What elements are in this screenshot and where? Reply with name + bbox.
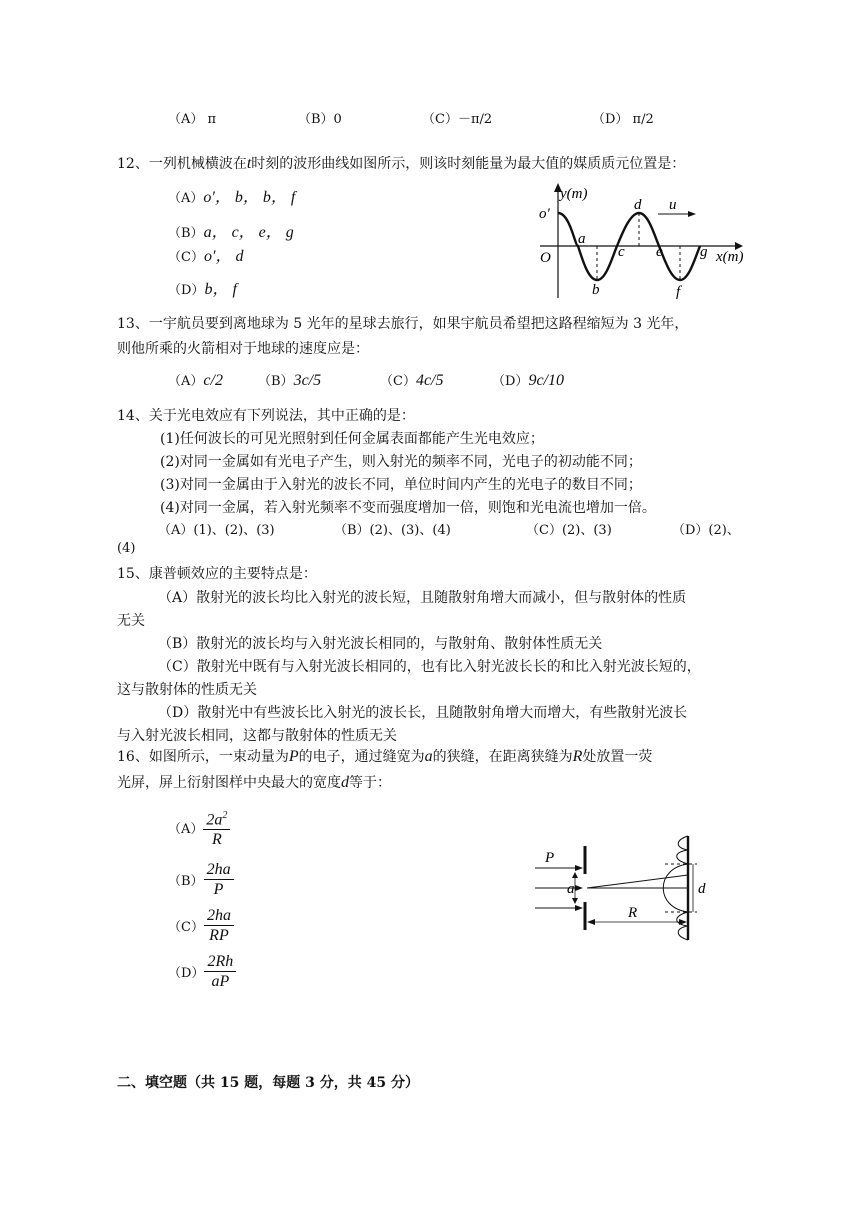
y-axis-label: y(m) xyxy=(560,186,588,202)
q16-option-d: （D） $\frac{2Rh}{aP}$ xyxy=(168,952,236,991)
q12-option-a: （A）o′， b， b， f xyxy=(168,189,296,206)
point-g-label: g xyxy=(700,244,708,260)
q14-option-c: （C）(2)、(3) xyxy=(526,523,612,538)
q11-option-b: （B）0 xyxy=(298,112,342,127)
q13-stem-line2: 则他所乘的火箭相对于地球的速度应是： xyxy=(117,341,369,357)
q14-option-d-wrap: (4) xyxy=(117,541,136,556)
q13-option-b: （B）3c/5 xyxy=(258,372,322,389)
x-axis-label: x(m) xyxy=(716,249,744,265)
q13-stem-line1: 13、一宇航员要到离地球为 5 光年的星球去旅行，如果宇航员希望把这路程缩短为 3 光年， xyxy=(117,316,689,332)
label-a: a xyxy=(567,881,575,897)
q12-option-c: （C）o′， d xyxy=(168,248,244,265)
q14-stem: 14、关于光电效应有下列说法，其中正确的是： xyxy=(117,408,415,424)
label-P: P xyxy=(545,850,555,866)
q14-option-b: （B）(2)、(3)、(4) xyxy=(334,523,451,538)
q13-option-c: （C）4c/5 xyxy=(380,372,444,389)
label-R: R xyxy=(628,905,638,921)
q15-option-c-line2: 这与散射体的性质无关 xyxy=(117,682,257,698)
q15-stem: 15、康普顿效应的主要特点是： xyxy=(117,566,317,582)
point-d-label: d xyxy=(634,197,642,213)
origin-label: O xyxy=(540,250,551,266)
q15-option-a-line1: （A）散射光的波长均比入射光的波长短，且随散射角增大而减小，但与散射体的性质 xyxy=(158,590,687,606)
label-d: d xyxy=(698,881,706,897)
q15-option-d-line1: （D）散射光中有些波长比入射光的波长长，且随散射角增大而增大，有些散射光波长 xyxy=(158,705,688,721)
q15-option-c-line1: （C）散射光中既有与入射光波长相同的，也有比入射光波长长的和比入射光波长短的， xyxy=(158,659,701,675)
q11-option-a: （A） π xyxy=(168,112,217,127)
q16-option-c: （C） $\frac{2ha}{RP}$ xyxy=(168,906,234,945)
point-b-label: b xyxy=(592,282,600,298)
q14-option-d: （D）(2)、 xyxy=(672,523,740,538)
q16-option-a: （A） $\frac{2a^2}{R}$ xyxy=(168,806,230,849)
q14-item-4: (4)对同一金属，若入射光频率不变而强度增加一倍，则饱和光电流也增加一倍。 xyxy=(160,500,656,516)
q15-option-a-line2: 无关 xyxy=(117,613,145,629)
point-c-label: c xyxy=(618,244,625,260)
q16-option-b: （B） $\frac{2ha}{P}$ xyxy=(168,860,234,899)
q14-item-1: (1)任何波长的可见光照射到任何金属表面都能产生光电效应； xyxy=(160,431,544,447)
point-f-label: f xyxy=(676,284,681,300)
q14-item-3: (3)对同一金属由于入射光的波长不同，单位时间内产生的光电子的数目不同； xyxy=(160,477,642,493)
point-e-label: e xyxy=(656,244,663,260)
o-prime-label: o′ xyxy=(539,206,550,222)
q15-option-b: （B）散射光的波长均与入射光波长相同的，与散射角、散射体性质无关 xyxy=(158,636,603,652)
q13-option-d: （D）9c/10 xyxy=(492,372,564,389)
q12-option-d: （D）b， f xyxy=(168,281,237,298)
q12-wave-figure xyxy=(530,180,760,305)
section-2-heading: 二、填空题（共 15 题，每题 3 分，共 45 分） xyxy=(117,1075,419,1091)
q16-stem-line2: 光屏，屏上衍射图样中央最大的宽度d等于： xyxy=(117,774,391,791)
q16-stem-line1: 16、如图所示，一束动量为P的电子，通过缝宽为a的狭缝，在距离狭缝为R处放置一荧 xyxy=(117,748,653,765)
q12-stem: 12、一列机械横波在t时刻的波形曲线如图所示，则该时刻能量为最大值的媒质质元位置是： xyxy=(117,155,686,172)
point-a-label: a xyxy=(578,231,586,247)
velocity-label: u xyxy=(669,197,677,213)
q13-option-a: （A）c/2 xyxy=(168,372,223,389)
q11-option-c: （C）－π/2 xyxy=(422,112,493,127)
q12-option-b: （B）a， c， e， g xyxy=(168,224,294,241)
q15-option-d-line2: 与入射光波长相同，这都与散射体的性质无关 xyxy=(117,728,397,744)
q16-diffraction-figure xyxy=(525,828,725,958)
q14-option-a: （A）(1)、(2)、(3) xyxy=(158,523,275,538)
q11-option-d: （D） π/2 xyxy=(592,112,654,127)
q14-item-2: (2)对同一金属如有光电子产生，则入射光的频率不同，光电子的初动能不同； xyxy=(160,454,642,470)
